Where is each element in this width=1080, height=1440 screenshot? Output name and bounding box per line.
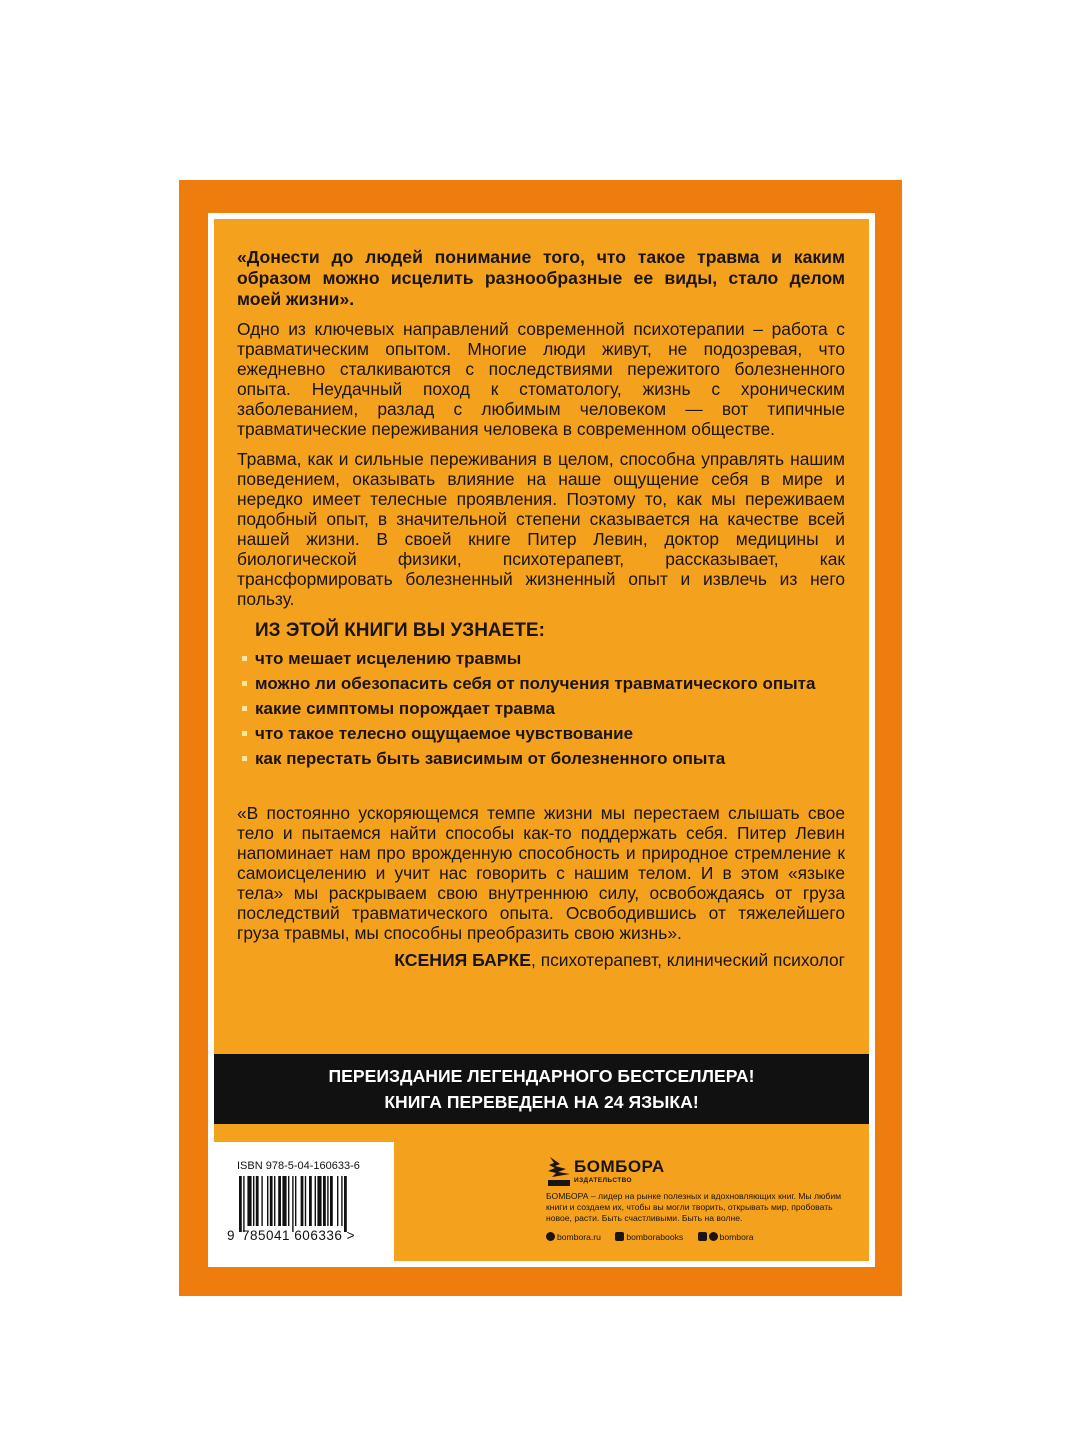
barcode-bar (323, 1176, 326, 1226)
bullet-icon (242, 756, 247, 761)
list-item-text: что такое телесно ощущаемое чувствование (255, 724, 634, 743)
youtube-icon (698, 1232, 707, 1241)
learn-list (237, 648, 845, 769)
barcode (239, 1176, 384, 1232)
lead-quote: «Донести до людей понимание того, что такое травма и каким образом можно исцелить разнообразные ее виды, стало делом моей жизни». (237, 247, 845, 309)
publisher-block (546, 1155, 866, 1242)
list-item-text: что мешает исцелению травмы (255, 649, 522, 668)
list-item (237, 723, 845, 744)
barcode-bar (282, 1176, 286, 1226)
telegram-icon (709, 1232, 718, 1241)
review-author: КСЕНИЯ БАРКЕ (394, 950, 532, 970)
social-tg-text: bombora (719, 1232, 754, 1242)
learn-heading: ИЗ ЭТОЙ КНИГИ ВЫ УЗНАЕТЕ: (255, 620, 545, 641)
review-quote: «В постоянно ускоряющемся темпе жизни мы перестаем слышать свое тело и пытаемся найти способы как-то поддержать себя. Питер Левин напоминает нам про врожденную способность и природное стремление к самоисцелению и учит нас говорить с нашим телом. И в этом «языке тела» мы раскрываем свою внутреннюю силу, освобождаясь от груза последствий травматического опыта. Освободившись от тяжелейшего груза травмы, мы способны преобразить свою жизнь». (237, 803, 845, 943)
social-tg (698, 1232, 754, 1242)
list-item-text: можно ли обезопасить себя от получения травматического опыта (255, 674, 816, 693)
globe-icon (546, 1232, 555, 1241)
description-paragraph-1: Одно из ключевых направлений современной психотерапии – работа с травматическим опытом. Многие люди живут, не подозревая, что ежедневно сталкиваются с последствиями пережитого болезненного опыта. Неудачный поход к стоматологу, жизнь с хроническим заболеванием, разлад с любимым человеком — вот типичные травматические переживания человека в современном обществе. (237, 319, 845, 439)
social-vk-text: bomborabooks (626, 1232, 684, 1242)
bombora-logo-icon (546, 1155, 572, 1187)
barcode-bar (337, 1176, 338, 1226)
social-site (546, 1232, 601, 1242)
barcode-lead-digit: 9 (227, 1228, 236, 1243)
barcode-bar (278, 1176, 281, 1226)
barcode-bar (292, 1176, 293, 1232)
publisher-description: БОМБОРА – лидер на рынке полезных и вдохновляющих книг. Мы любим книги и создаем их, чтобы вы могли творить, открывать мир, пробовать новое, расти. Быть счастливыми. Быть на волне. (546, 1191, 842, 1223)
barcode-bar (270, 1176, 273, 1226)
publisher-name: БОМБОРА (574, 1157, 665, 1176)
publisher-subtitle: ИЗДАТЕЛЬСТВО (574, 1177, 633, 1184)
vk-icon (615, 1232, 624, 1241)
promo-line-2: КНИГА ПЕРЕВЕДЕНА НА 24 ЯЗЫКА! (384, 1092, 699, 1112)
book-back-cover (179, 180, 902, 1296)
review-attribution (237, 949, 845, 971)
barcode-bar (305, 1176, 306, 1226)
list-item (237, 648, 845, 669)
barcode-bar (309, 1176, 312, 1226)
isbn-block (214, 1142, 394, 1261)
barcode-bar (239, 1176, 242, 1232)
list-item-text: какие симптомы порождает травма (255, 699, 555, 718)
barcode-bar (327, 1176, 328, 1226)
barcode-digits-row (227, 1228, 355, 1243)
barcode-bar (247, 1176, 251, 1226)
bullet-icon (242, 731, 247, 736)
review-author-role: , психотерапевт, клинический психолог (531, 950, 845, 970)
barcode-bar (288, 1176, 289, 1226)
list-item-text: как перестать быть зависимым от болезненного опыта (255, 749, 726, 768)
white-frame (208, 213, 875, 1267)
cover-text (237, 247, 845, 971)
cover-panel (214, 219, 869, 1261)
isbn-label: ISBN 978-5-04-160633-6 (237, 1160, 360, 1172)
social-site-text: bombora.ru (557, 1232, 601, 1242)
barcode-bar (301, 1176, 304, 1226)
publisher-logo (546, 1155, 866, 1189)
description-paragraph-2: Травма, как и сильные переживания в целом, способна управлять нашим поведением, оказывать влияние на наше ощущение себя в мире и нередко имеет телесные проявления. Поэтому то, как мы переживаем подобный опыт, в значительной степени сказывается на качестве всей нашей жизни. В своей книге Питер Левин, доктор медицины и биологической физики, психотерапевт, рассказывает, как трансформировать болезненный жизненный опыт и извлечь из него пользу. (237, 449, 845, 609)
promo-line-1: ПЕРЕИЗДАНИЕ ЛЕГЕНДАРНОГО БЕСТСЕЛЛЕРА! (328, 1066, 755, 1086)
promo-band (214, 1054, 869, 1124)
barcode-bar (274, 1176, 275, 1226)
list-item (237, 673, 845, 694)
bullet-icon (242, 656, 247, 661)
barcode-bar (315, 1176, 316, 1226)
bullet-icon (242, 706, 247, 711)
barcode-bar (261, 1176, 262, 1226)
social-vk (615, 1232, 683, 1242)
barcode-bar (253, 1176, 254, 1226)
barcode-bar (317, 1176, 321, 1226)
bullet-icon (242, 681, 247, 686)
barcode-bar (243, 1176, 244, 1232)
list-item (237, 748, 845, 769)
publisher-socials (546, 1232, 866, 1242)
barcode-bar (330, 1176, 333, 1226)
barcode-bar (267, 1176, 268, 1226)
barcode-bar (295, 1176, 296, 1226)
barcode-bar (256, 1176, 259, 1226)
barcode-bar (344, 1176, 347, 1232)
list-item (237, 698, 845, 719)
barcode-digits: 785041 606336 > (242, 1228, 355, 1243)
barcode-bar (341, 1176, 342, 1226)
